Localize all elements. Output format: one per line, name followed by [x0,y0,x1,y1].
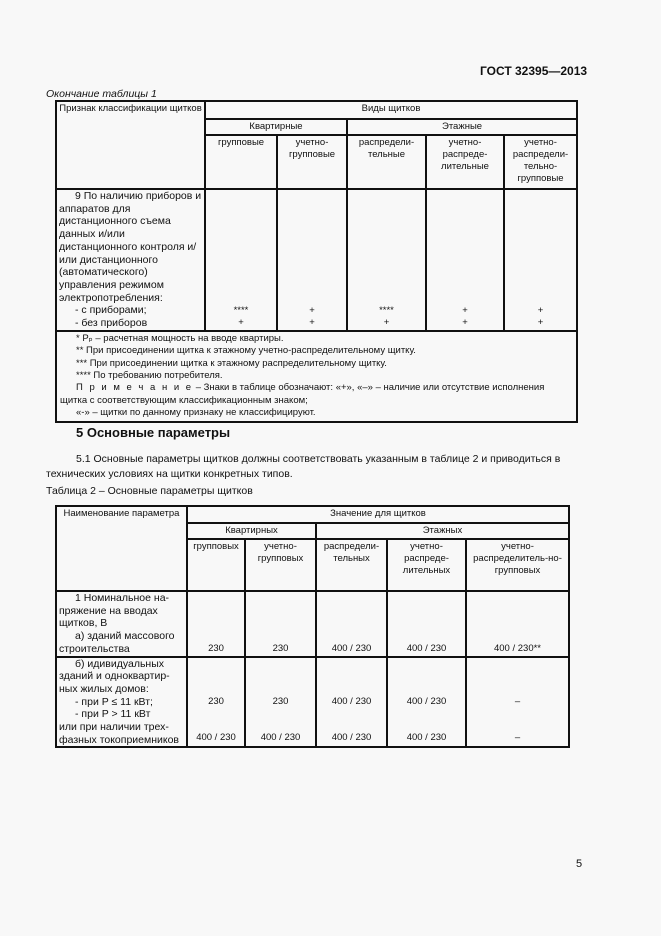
table-row [56,591,569,657]
cell-value: + [309,316,315,328]
cell-value: + [462,316,468,328]
cell-value: 230 [272,695,289,707]
cell-value: 400 / 230 [316,591,387,657]
table1-notes [56,331,577,422]
row9-sub-label: - без приборов [75,317,148,330]
cell-value: **** [233,304,249,316]
note-text: – Знаки в таблице обозначают: «+», «–» – наличие или отсутствие исполнения щитка с соответствующим классификационным знаком; [60,382,545,406]
cell-value: 400 / 230 [406,695,447,707]
cell-value: – [514,695,521,707]
footnote: ** При присоединении щитка к этажному учетно-распределительному щитку. [76,345,416,357]
table1-column: учетно-распреде-лительные [426,135,504,189]
table2-column: групповых [187,539,245,591]
footnote: **** По требованию потребителя. [76,369,223,381]
footnote: «-» – щитки по данному признаку не классифицируют. [76,407,316,419]
table1-column: учетно-групповые [277,135,347,189]
table2-column: учетно-групповых [245,539,316,591]
cell-value: 230 [187,591,245,657]
table2-caption: Таблица 2 – Основные параметры щитков [46,485,253,497]
table2-col-header: Наименование параметра [56,506,187,591]
table1-subgroup-etazhnye: Этажные [347,119,577,135]
table1-group-header: Виды щитков [205,101,577,119]
table1-column: распредели-тельные [347,135,426,189]
note-label: П р и м е ч а н и е [76,382,194,394]
table2-column: учетно-распреде-лительных [387,539,466,591]
cell-value: 400 / 230 [260,731,301,743]
cell-value: + [238,316,244,328]
row1a-label: а) зданий массового строительства [59,630,175,655]
table2 [55,505,570,748]
footnote: *** При присоединении щитка к этажному распределительному щитку. [76,357,387,369]
cell-value: – [514,731,521,743]
row1b2-label: - при P > 11 кВт [75,708,151,721]
row9-label: 9 По наличию приборов и аппаратов для дистанционного съема данных и/или дистанционного контроля и/или дистанционного (автоматического) управления режимом электропотребления: [59,190,202,304]
table1 [55,100,578,423]
cell-value: 230 [245,591,316,657]
table2-subgroup-etazhnyh: Этажных [316,523,569,539]
footnote: * Pₚ – расчетная мощность на вводе квартиры. [76,332,284,344]
table-row [56,189,577,331]
table1-column: групповые [205,135,277,189]
table1-column: учетно-распредели-тельно-групповые [504,135,577,189]
cell-value: 400 / 230** [466,591,569,657]
row1-label: 1 Номинальное на-пряжение на вводах щитков, В [59,592,170,630]
table2-subgroup-kvartirnyh: Квартирных [187,523,316,539]
document-id: ГОСТ 32395—2013 [480,64,588,78]
cell-value: 230 [208,695,224,707]
cell-value: + [537,316,544,328]
cell-value: **** [379,304,394,316]
cell-value: + [383,316,390,328]
section-paragraph: 5.1 Основные параметры щитков должны соответствовать указанным в таблице 2 и приводиться в технических условиях на щитки конкретных типов. [46,453,561,480]
row1b-label: б) идивидуальных зданий и одноквартир-ных жилых домов: [59,657,170,695]
table2-group-header: Значение для щитков [187,506,569,523]
cell-value: 400 / 230 [331,731,372,743]
cell-value: + [537,304,544,316]
table1-col-header: Признак классификации щитков [56,101,205,189]
row9-sub-label: - с приборами; [75,304,147,317]
table2-column: учетно-распределитель-но-групповых [466,539,569,591]
table-row [56,657,569,748]
table2-column: распредели-тельных [316,539,387,591]
page-number: 5 [576,858,583,870]
row1b3-label: или при наличии трех-фазных токоприемников [59,721,180,746]
table1-caption: Окончание таблицы 1 [46,88,157,100]
cell-value: + [309,304,315,316]
cell-value: 400 / 230 [196,731,236,743]
cell-value: 400 / 230 [387,591,466,657]
section-heading: 5 Основные параметры [76,425,231,440]
row1b1-label: - при P ≤ 11 кВт; [75,695,153,708]
cell-value: + [462,304,468,316]
cell-value: 400 / 230 [406,731,447,743]
table1-subgroup-kvartirnye: Квартирные [205,119,347,135]
cell-value: 400 / 230 [331,695,372,707]
